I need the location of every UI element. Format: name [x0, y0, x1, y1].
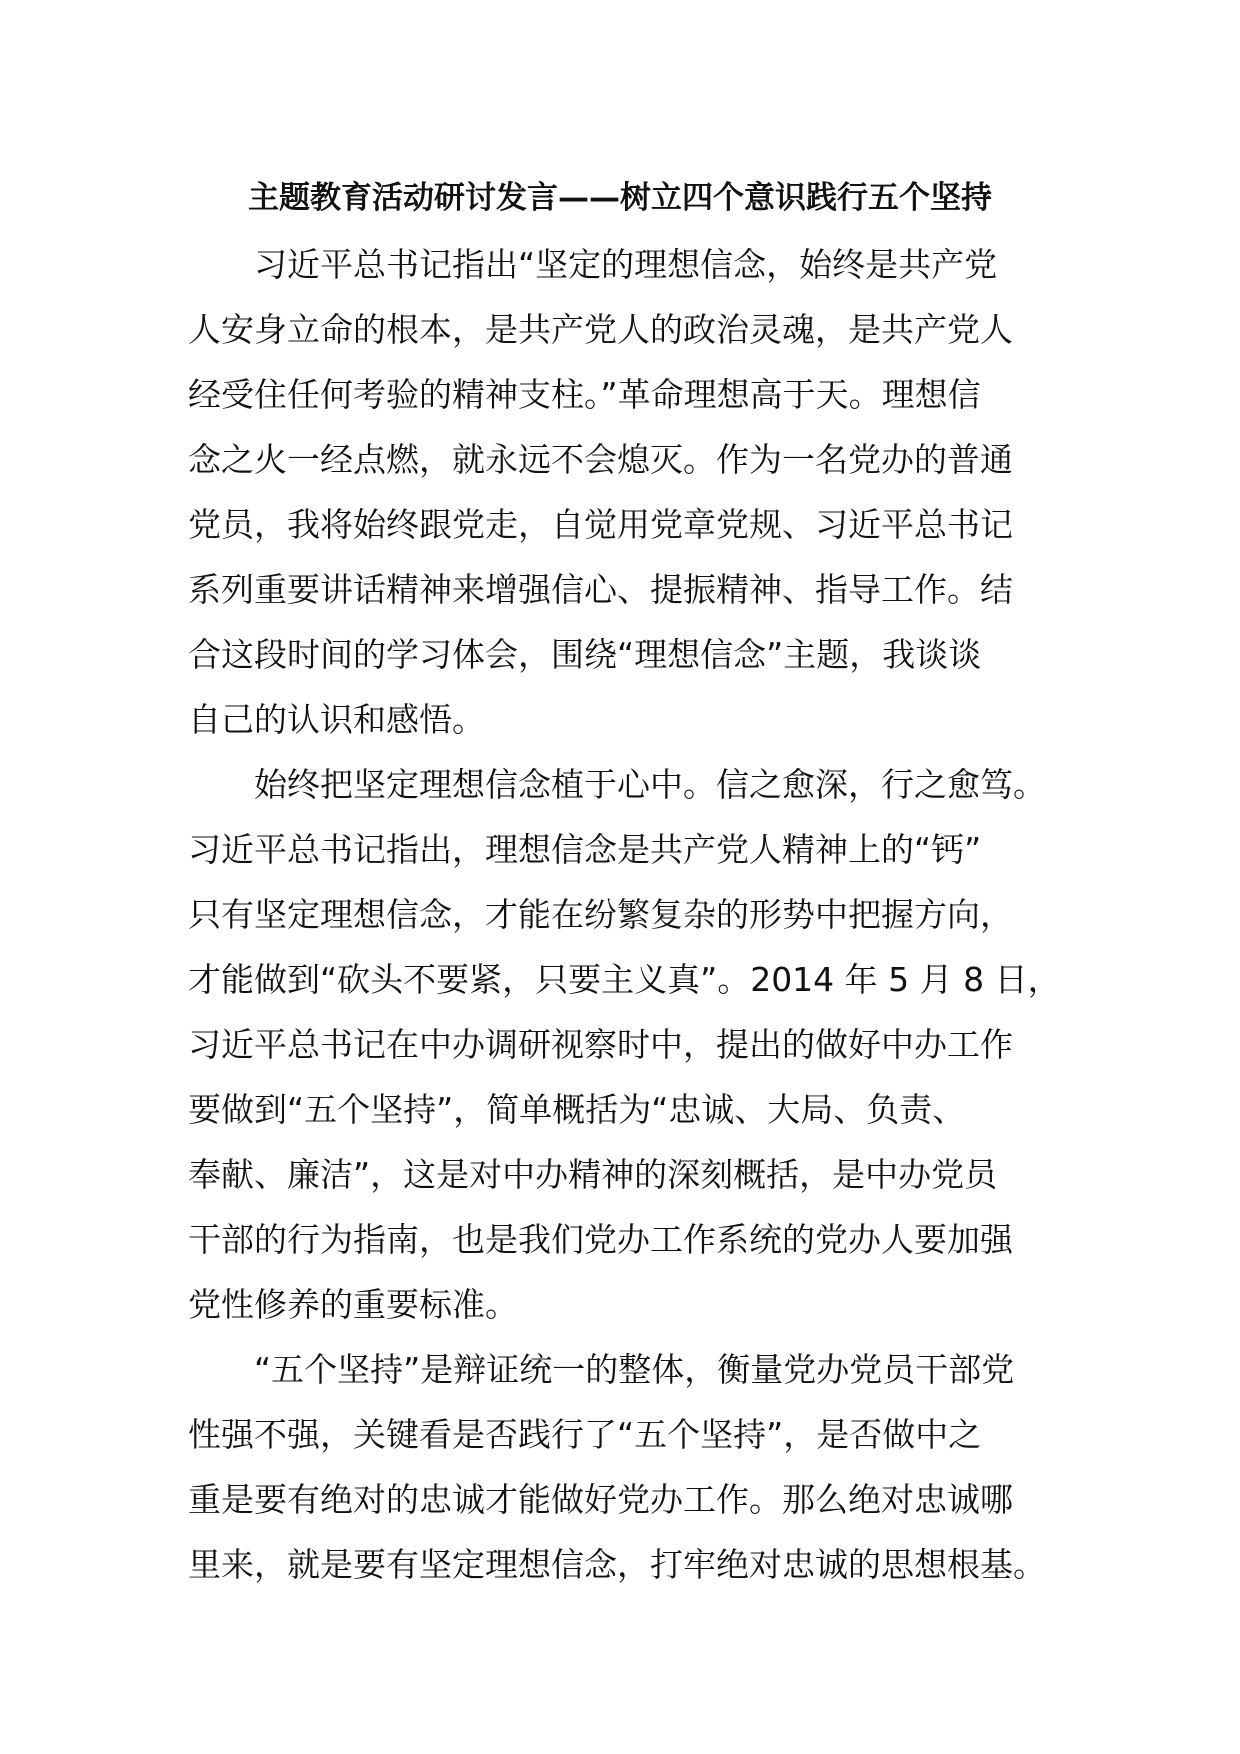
text-line: 习近平总书记在中办调研视察时中，提出的做好中办工作 [188, 1025, 1013, 1064]
text-line: 党性修养的重要标准。 [188, 1285, 518, 1324]
text-line: 奉献、廉洁”，这是对中办精神的深刻概括，是中办党员 [188, 1155, 998, 1194]
text-line: 人安身立命的根本，是共产党人的政治灵魂，是共产党人 [188, 310, 1013, 349]
text-line: 经受住任何考验的精神支柱。”革命理想高于天。理想信 [188, 375, 981, 414]
text-line: 合这段时间的学习体会，围绕“理想信念”主题，我谈谈 [188, 635, 982, 674]
text-line: 系列重要讲话精神来增强信心、提振精神、指导工作。结 [188, 570, 1013, 609]
text-line: 性强不强，关键看是否践行了“五个坚持”，是否做中之 [188, 1415, 982, 1454]
text-line: 才能做到“砍头不要紧，只要主义真”。2014 年 5 月 8 日， [188, 960, 1061, 999]
text-line: 干部的行为指南，也是我们党办工作系统的党办人要加强 [188, 1220, 1013, 1259]
text-line: 重是要有绝对的忠诚才能做好党办工作。那么绝对忠诚哪 [188, 1480, 1013, 1519]
document-title: 主题教育活动研讨发言——树立四个意识践行五个坚持 [248, 180, 992, 216]
text-line: 党员，我将始终跟党走，自觉用党章党规、习近平总书记 [188, 505, 1013, 544]
text-line: 自己的认识和感悟。 [188, 700, 485, 739]
text-line: 要做到“五个坚持”，简单概括为“忠诚、大局、负责、 [188, 1090, 966, 1129]
document-body [188, 232, 1088, 1597]
text-line: 习近平总书记指出“坚定的理想信念，始终是共产党 [254, 245, 998, 284]
text-line: 只有坚定理想信念，才能在纷繁复杂的形势中把握方向， [188, 895, 1013, 934]
text-line: 念之火一经点燃，就永远不会熄灭。作为一名党办的普通 [188, 440, 1013, 479]
text-line: 始终把坚定理想信念植于心中。信之愈深，行之愈笃。 [254, 765, 1046, 804]
text-line: “五个坚持”是辩证统一的整体，衡量党办党员干部党 [254, 1350, 1015, 1389]
text-line: 习近平总书记指出，理想信念是共产党人精神上的“钙” [188, 830, 982, 869]
text-line: 里来，就是要有坚定理想信念，打牢绝对忠诚的思想根基。 [188, 1545, 1046, 1584]
